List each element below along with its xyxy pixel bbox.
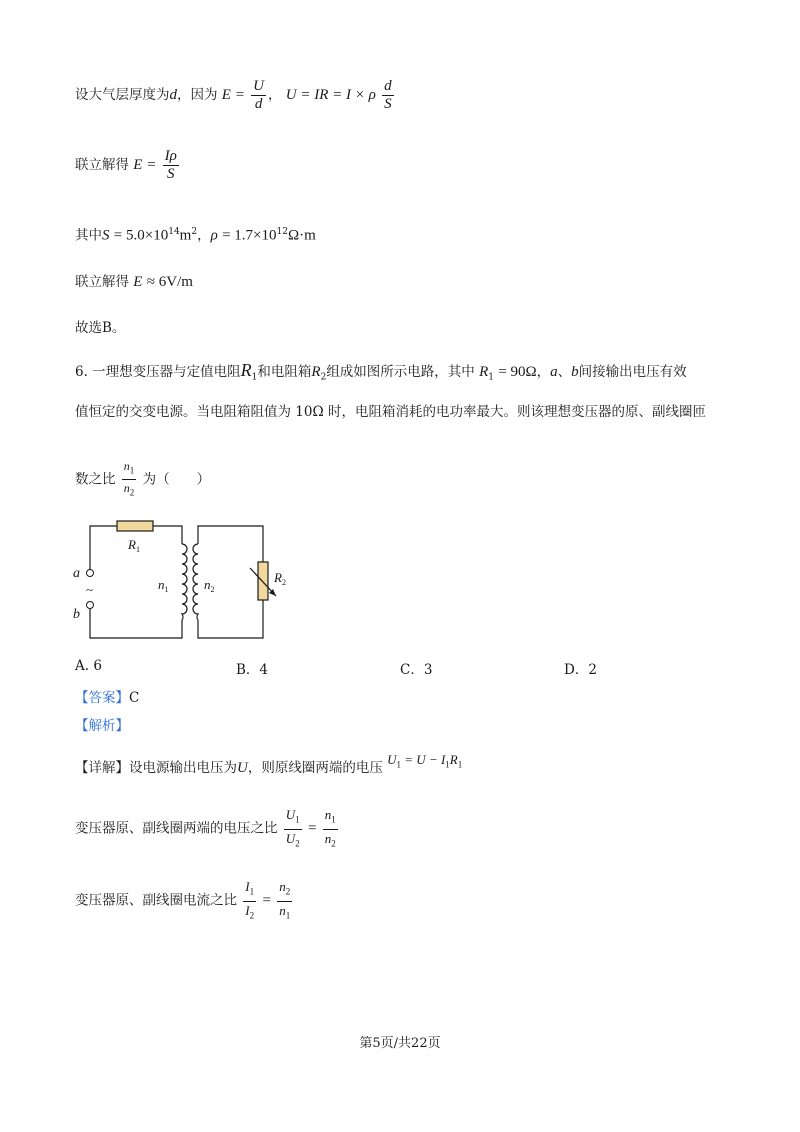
numerator (323, 806, 338, 830)
unit: m (179, 227, 192, 244)
subscript: 1 (445, 759, 450, 770)
page-footer: 第5页/共22页 (359, 1036, 441, 1051)
svg-text:R1 (127, 537, 140, 554)
subscript: 1 (135, 545, 140, 554)
secondary-coil (193, 544, 198, 620)
denominator (243, 902, 256, 925)
wire-top-left (90, 526, 117, 570)
option-b[interactable]: B．4 (236, 662, 269, 678)
subscript: 1 (295, 814, 300, 825)
solution-line-choice (75, 318, 125, 338)
wire-secondary-bottom (198, 600, 263, 638)
text: 数之比 (75, 471, 116, 488)
text: 、 (557, 364, 572, 380)
text: ，因为 (177, 87, 218, 103)
numerator (277, 878, 292, 902)
exponent: 14 (168, 227, 180, 237)
answer-value: C (129, 690, 140, 706)
var-R: R (479, 364, 489, 380)
subscript: 1 (129, 465, 135, 476)
label-ac-source: ~ (86, 582, 94, 597)
var-U: U (237, 760, 248, 776)
fraction-U1-U2 (284, 806, 302, 852)
var-n: n (279, 902, 286, 918)
solution-line-thickness (75, 78, 396, 113)
var-U: U (285, 807, 296, 822)
svg-text:n1 (158, 577, 169, 594)
exponent: 12 (276, 227, 288, 237)
formula-E: E = (133, 157, 157, 173)
text: 联立解得 (75, 274, 129, 290)
fraction-n2-n1 (277, 878, 292, 924)
var-n: n (123, 459, 130, 473)
text: 间接输出电压有效 (578, 364, 687, 380)
primary-coil (182, 544, 187, 620)
var-R: R (449, 752, 458, 767)
solution-line-result (75, 272, 193, 292)
denominator (277, 902, 292, 925)
circuit-diagram (70, 516, 310, 646)
subscript: 2 (281, 578, 286, 587)
equals: = (262, 892, 271, 909)
text: 组成如图所示电路，其中 (326, 364, 475, 380)
text: 6. 一理想变压器与定值电阻 (75, 364, 241, 380)
text: 联立解得 (75, 157, 129, 173)
label-b: b (73, 607, 80, 622)
text: 其中 (75, 227, 102, 244)
fraction-n1-n2 (323, 806, 338, 852)
var-I: I (245, 879, 250, 894)
subscript: 1 (249, 886, 255, 897)
label-R1: R (128, 537, 136, 552)
fraction-d-S (382, 78, 394, 113)
current-ratio-line (75, 878, 294, 924)
var-R: R (240, 360, 252, 380)
analysis-tag: 【解析】 (75, 718, 129, 734)
subscript: 2 (331, 838, 336, 849)
value: = 1.7×10 (222, 227, 277, 244)
fraction-I1-I2 (243, 878, 256, 924)
option-d[interactable]: D．2 (564, 662, 597, 678)
subscript: 1 (457, 759, 463, 770)
question-line-1 (75, 360, 687, 388)
text: 故选B。 (75, 320, 126, 336)
svg-text:R2 (273, 570, 286, 587)
fraction-n1-n2 (122, 458, 137, 502)
formula-U1 (387, 752, 463, 770)
var-n: n (123, 481, 130, 496)
option-c[interactable]: C．3 (400, 662, 433, 678)
denominator: S (384, 96, 392, 112)
text: 变压器原、副线圈两端的电压之比 (75, 820, 278, 837)
subscript: 2 (295, 838, 300, 849)
detail-line (75, 752, 463, 783)
wire-top-right (153, 526, 182, 544)
numerator (243, 878, 256, 902)
denominator (122, 480, 137, 501)
value: = 5.0×10 (113, 227, 169, 244)
fraction-Irho-S (163, 148, 179, 183)
var-rho: ρ (210, 227, 218, 244)
var-a: a (550, 364, 558, 380)
subscript: 1 (331, 814, 336, 825)
text: ，则原线圈两端的电压 (247, 760, 383, 776)
var-E: E (133, 274, 143, 290)
var-U: U (285, 830, 296, 846)
text: 为（ ） (142, 471, 211, 488)
numerator: d (384, 78, 392, 94)
terminal-b (87, 602, 94, 609)
subscript: 2 (285, 886, 291, 897)
formula-E: E = (221, 87, 245, 103)
var-d: d (169, 87, 177, 103)
denominator: S (166, 166, 175, 182)
numerator (122, 458, 137, 480)
resistor-R1 (117, 521, 153, 531)
label-n2: n (204, 577, 211, 592)
var-b: b (571, 364, 579, 380)
var-n: n (324, 830, 332, 846)
text: ， (267, 87, 282, 103)
text: 设电源输出电压为 (129, 760, 237, 776)
subscript: 1 (488, 372, 495, 383)
subscript: 2 (129, 487, 135, 498)
var-I: I (245, 902, 250, 918)
fraction-U-d (251, 78, 266, 113)
analysis-line (75, 716, 129, 736)
question-line-2 (75, 402, 706, 422)
answer-tag: 【答案】 (75, 690, 129, 706)
var-U: U (387, 752, 397, 767)
value: = 90Ω (498, 364, 537, 380)
var-S: S (102, 227, 110, 244)
subscript: 1 (285, 910, 291, 921)
option-a[interactable]: A. 6 (75, 658, 102, 674)
subscript: 1 (164, 585, 169, 594)
denominator: d (254, 96, 263, 112)
subscript: 2 (249, 910, 255, 921)
text: ， (536, 364, 551, 380)
label-R2: R (274, 570, 282, 585)
numerator: Iρ (164, 148, 177, 164)
var-n: n (324, 807, 332, 822)
subscript: 1 (396, 759, 402, 770)
exponent: 2 (191, 227, 198, 237)
text: 和电阻箱 (257, 364, 312, 380)
voltage-ratio-line (75, 806, 340, 852)
svg-text:n2 (204, 577, 215, 594)
formula-U: U = IR = I × ρ (285, 87, 376, 103)
text: ， (197, 227, 211, 244)
label-n1: n (158, 577, 165, 592)
value: ≈ 6V/m (146, 274, 193, 290)
solution-line-values (75, 222, 316, 246)
unit: Ω·m (287, 227, 316, 244)
equals: = (307, 820, 317, 837)
wire-secondary-top (198, 526, 263, 562)
denominator (284, 830, 302, 853)
denominator (323, 830, 338, 853)
text: 值恒定的交变电源。当电阻箱阻值为 10Ω 时，电阻箱消耗的电功率最大。则该理想变压器的原、副线圈匝 (75, 404, 706, 420)
terminal-a (87, 570, 94, 577)
detail-tag: 【详解】 (75, 760, 129, 776)
answer-line (75, 688, 139, 708)
subscript: 1 (251, 372, 258, 383)
var-n: n (279, 879, 286, 894)
numerator (284, 806, 302, 830)
var-R: R (311, 364, 321, 380)
text: 设大气层厚度为 (75, 87, 170, 103)
solution-line-solve-1 (75, 148, 181, 183)
subscript: 2 (320, 372, 327, 383)
text: 变压器原、副线圈电流之比 (75, 892, 237, 909)
subscript: 2 (210, 585, 215, 594)
wire-bottom-primary (90, 608, 182, 638)
numerator: U (253, 78, 264, 94)
label-a: a (73, 566, 80, 581)
expression: = U − I (404, 752, 446, 767)
resistor-R2 (258, 562, 268, 600)
question-line-3 (75, 458, 210, 502)
